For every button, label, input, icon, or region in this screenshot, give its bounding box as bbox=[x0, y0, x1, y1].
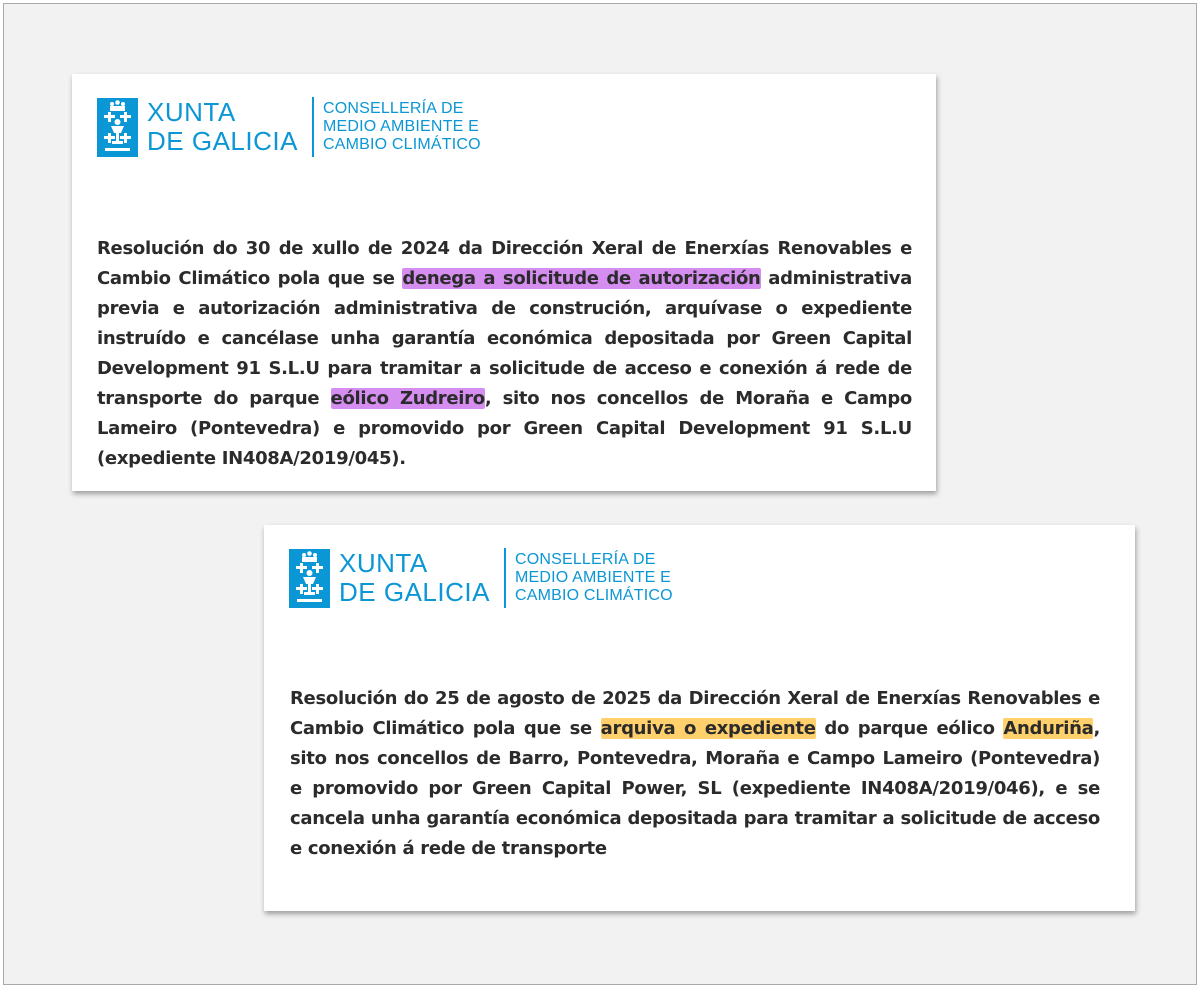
text-segment: do parque eólico bbox=[815, 718, 1004, 739]
xunta-de-galicia-wordmark bbox=[147, 98, 298, 156]
department-name bbox=[323, 100, 481, 154]
text-segment: Resolución do 25 de agosto de 2025 da Dirección Xeral de Enerxías Renovables e Cambio Climático pola que se bbox=[290, 688, 1100, 739]
screenshot-canvas bbox=[3, 3, 1197, 985]
logo-line-xunta: XUNTA bbox=[147, 97, 236, 127]
logo-line-de-galicia: DE GALICIA bbox=[147, 126, 298, 156]
department-line-2: MEDIO AMBIENTE E bbox=[514, 569, 672, 586]
logo-divider bbox=[312, 97, 314, 157]
resolution-text bbox=[97, 234, 912, 474]
xunta-logo bbox=[289, 548, 673, 608]
resolution-text bbox=[290, 684, 1100, 864]
text-segment: , sito nos concellos de Moraña e Campo Lameiro (Pontevedra) e promovido por Green Capital Development 91 S.L.U (expediente IN408A/2019/045). bbox=[97, 388, 912, 469]
galicia-chalice-emblem-icon bbox=[97, 98, 138, 157]
department-line-2: MEDIO AMBIENTE E bbox=[322, 118, 480, 135]
highlight-park-name: eólico Zudreiro bbox=[330, 388, 485, 409]
department-name bbox=[515, 551, 673, 605]
highlight-denial: denega a solicitude de autorización bbox=[402, 268, 761, 289]
highlight-archive: arquiva o expediente bbox=[600, 718, 816, 739]
department-line-1: CONSELLERÍA DE bbox=[322, 100, 464, 117]
department-line-3: CAMBIO CLIMÁTICO bbox=[514, 587, 673, 604]
department-line-1: CONSELLERÍA DE bbox=[514, 551, 656, 568]
resolution-card-andurina bbox=[264, 525, 1135, 911]
department-line-3: CAMBIO CLIMÁTICO bbox=[322, 136, 481, 153]
xunta-de-galicia-wordmark bbox=[339, 549, 490, 607]
text-segment: , sito nos concellos de Barro, Pontevedra, Moraña e Campo Lameiro (Pontevedra) e promovido por Green Capital Power, SL (expediente IN408A/2019/046), e se cancela unha garantía económica depositada para tramitar a solicitude de acceso e conexión á rede de transporte bbox=[290, 718, 1100, 859]
logo-divider bbox=[504, 548, 506, 608]
xunta-logo bbox=[97, 97, 481, 157]
galicia-chalice-emblem-icon bbox=[289, 549, 330, 608]
logo-line-de-galicia: DE GALICIA bbox=[339, 577, 490, 607]
text-segment: administrativa previa e autorización administrativa de construción, arquívase o expediente instruído e cancélase unha garantía económica depositada por Green Capital Development 91 S.L.U para tramitar a solicitude de acceso e conexión á rede de transporte do parque bbox=[97, 268, 912, 409]
text-segment: Resolución do 30 de xullo de 2024 da Dirección Xeral de Enerxías Renovables e Cambio Climático pola que se bbox=[97, 238, 912, 289]
highlight-park-name: Anduriña bbox=[1003, 718, 1094, 739]
logo-line-xunta: XUNTA bbox=[339, 548, 428, 578]
resolution-card-zudreiro bbox=[72, 74, 936, 491]
